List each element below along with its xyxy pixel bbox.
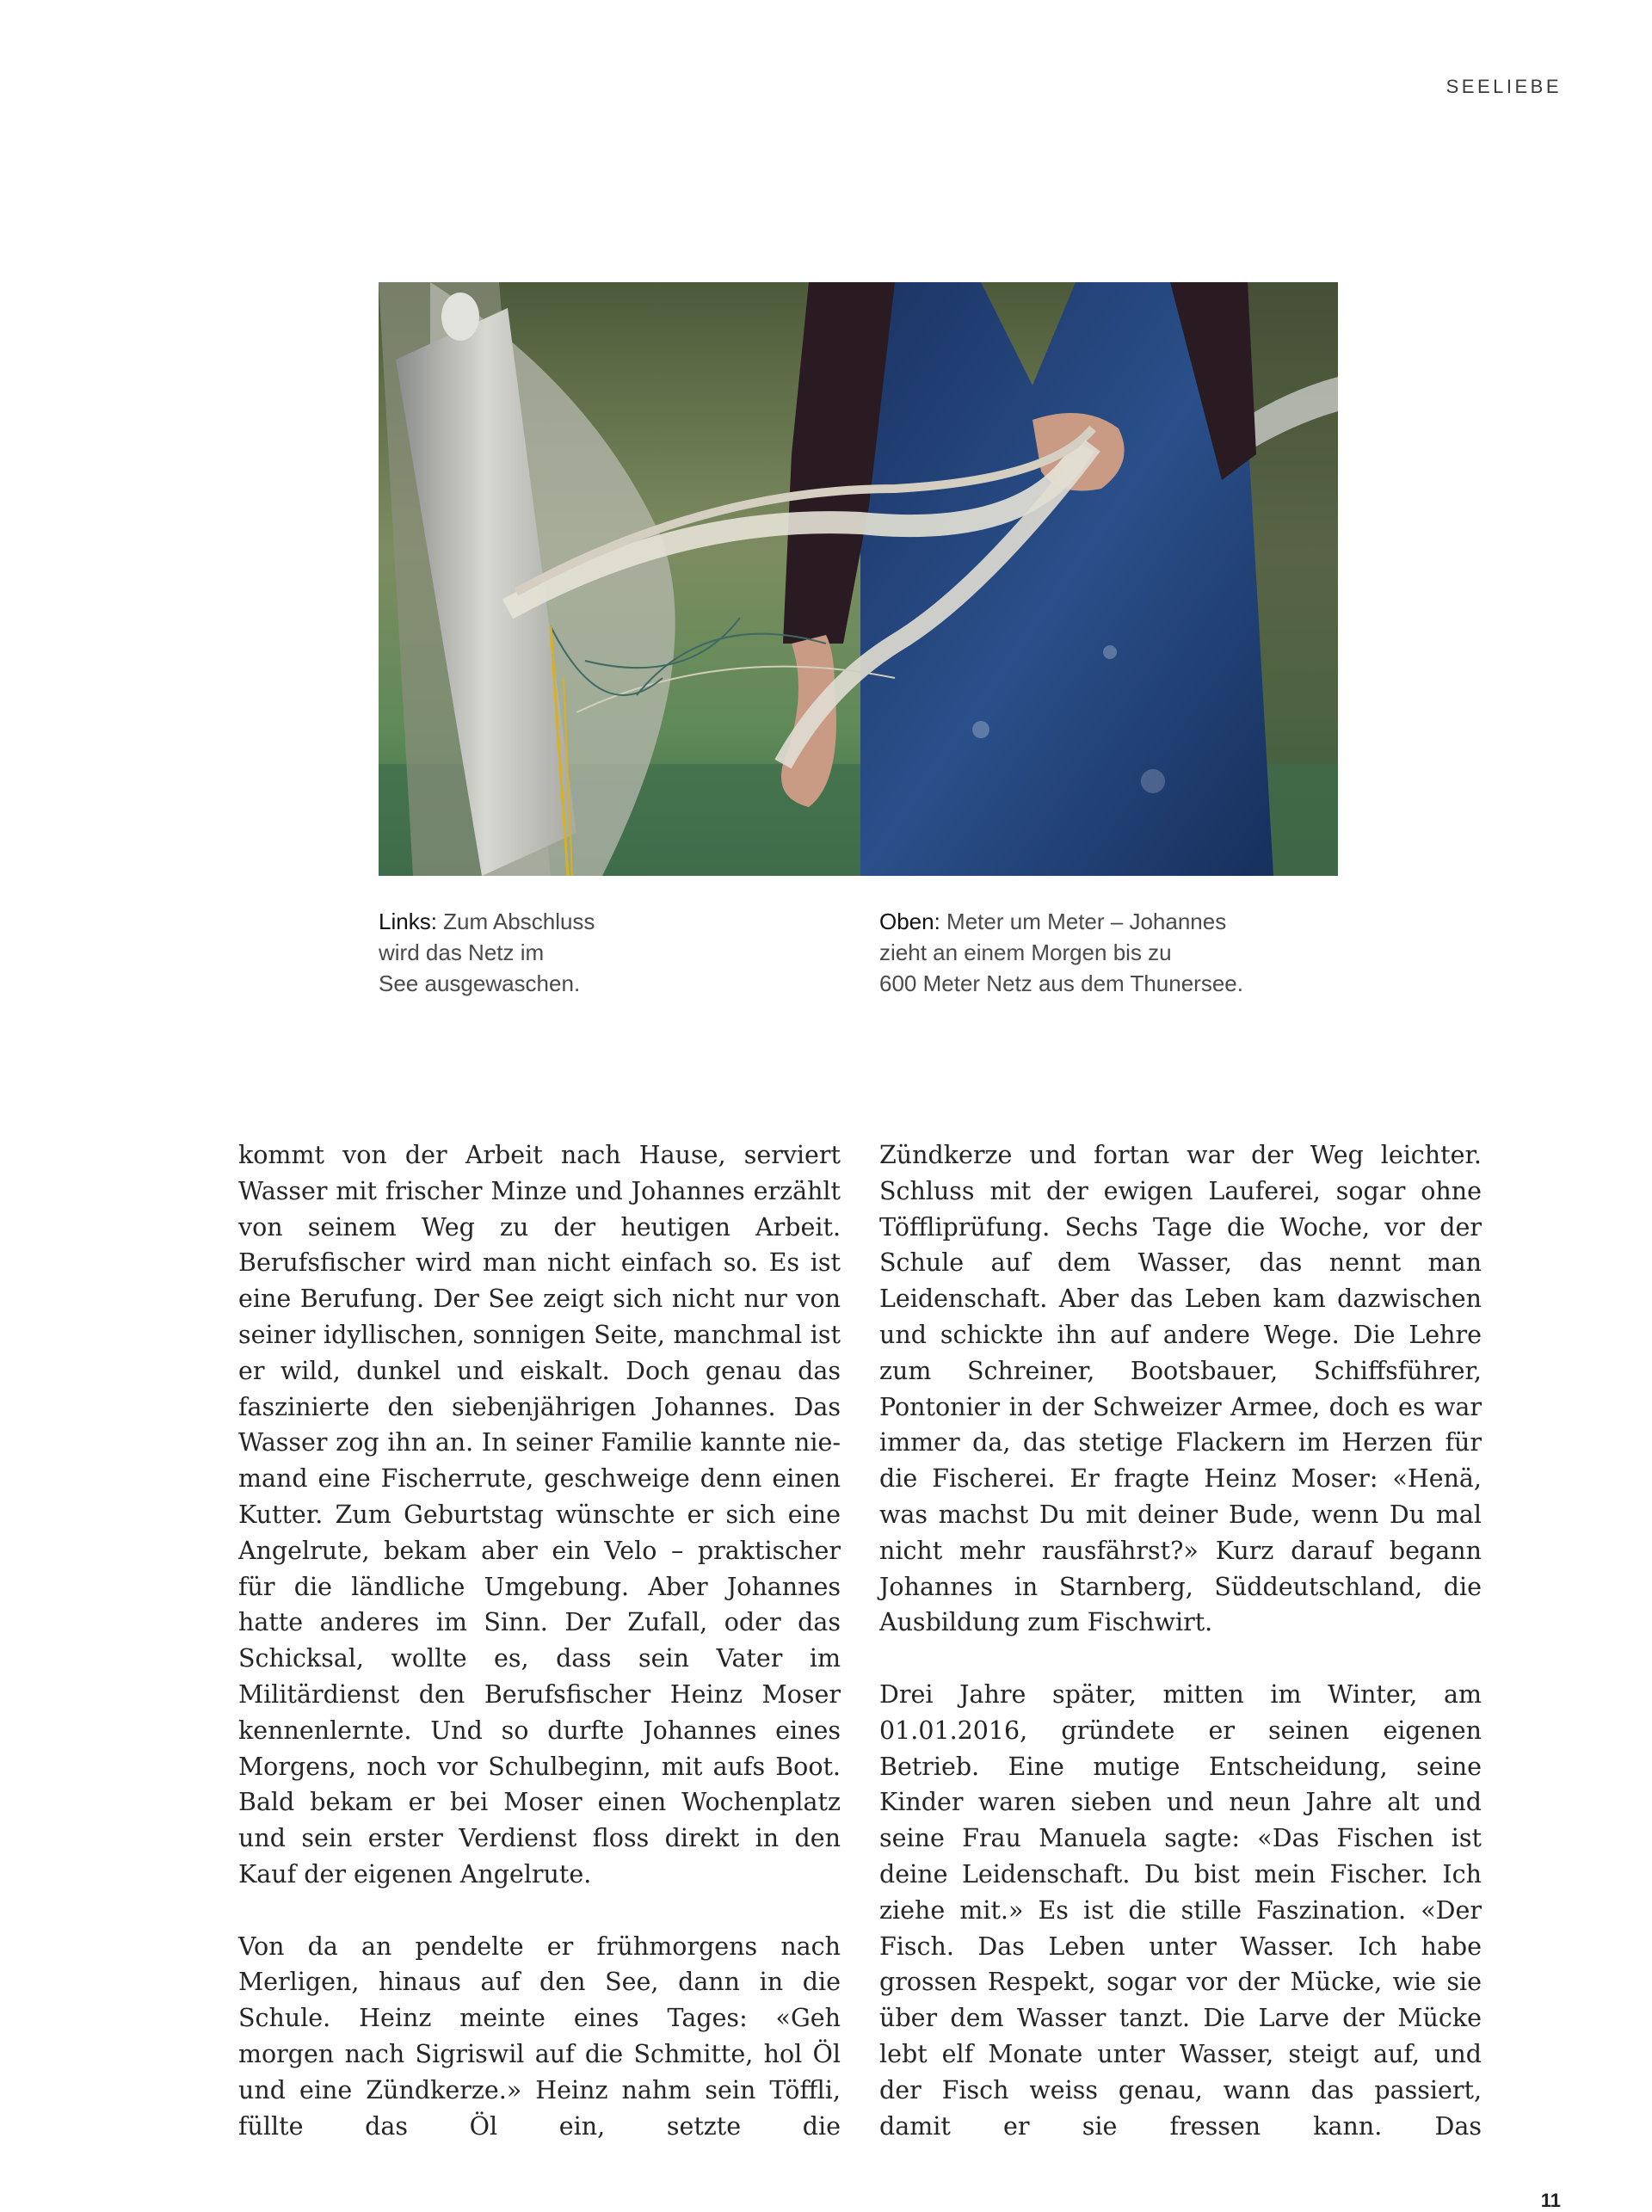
body-column-left: [238, 1137, 841, 2180]
page-number: 11: [1540, 2190, 1561, 2211]
paragraph: kommt von der Arbeit nach Hause, serviert Wasser mit frischer Minze und Johannes erzählt von seinem Weg zu der heutigen Arbeit. Berufsfischer wird man nicht einfach so. Es ist eine Berufung. Der See zeigt sich nicht nur von seiner idyllischen, sonnigen Seite, manchmal ist er wild, dunkel und eiskalt. Doch genau das faszinierte den siebenjährigen Johannes. Das Wasser zog ihn an. In seiner Familie kannte niemand eine Fischerrute, geschweige denn einen Kutter. Zum Geburtstag wünschte er sich eine Angelrute, bekam aber ein Velo – praktischer für die ländliche Umgebung. Aber Johannes hatte anderes im Sinn. Der Zufall, oder das Schicksal, wollte es, dass sein Vater im Militärdienst den Berufsfischer Heinz Moser kennenlernte. Und so durfte Johannes eines Morgens, noch vor Schulbeginn, mit aufs Boot. Bald bekam er bei Moser einen Wochenplatz und sein erster Verdienst floss direkt in den Kauf der eigenen Angelrute.: [238, 1141, 841, 1889]
section-label: SEELIEBE: [1446, 76, 1562, 97]
caption-right: [879, 906, 1327, 999]
caption-right-lead: Oben:: [879, 909, 940, 934]
caption-right-text: Meter um Meter – Johannes zieht an einem Morgen bis zu 600 Meter Netz aus dem Thunersee.: [879, 909, 1243, 996]
caption-left-text: Zum Abschluss wird das Netz im See ausgewaschen.: [379, 909, 595, 996]
body-column-right: [879, 1137, 1482, 2180]
caption-left-lead: Links:: [379, 909, 437, 934]
photo-fisherman-net: [379, 282, 1338, 876]
paragraph: Drei Jahre später, mitten im Winter, am 01.01.2016, gründete er seinen eigenen Betrieb. Eine mutige Entscheidung, seine Kinder waren sieben und neun Jahre alt und seine Frau Manuela sagte: «Das Fischen ist deine Leidenschaft. Du bist mein Fischer. Ich ziehe mit.» Es ist die stille Faszination. «Der Fisch. Das Leben unter Wasser. Ich habe grossen Respekt, sogar vor der Mücke, wie sie über dem Wasser tanzt. Die Larve der Mücke lebt elf Monate unter Wasser, steigt auf, und der Fisch weiss genau, wann das passiert, damit er sie fressen kann. Das: [879, 1679, 1482, 2141]
caption-left: [379, 906, 723, 999]
photo-illustration: [379, 282, 1338, 876]
paragraph: Von da an pendelte er frühmorgens nach Merligen, hinaus auf den See, dann in die Schule. Heinz meinte eines Tages: «Geh morgen nach Sigriswil auf die Schmitte, hol Öl und eine Zündkerze.» Heinz nahm sein Töffli, füllte das Öl ein, setzte die: [238, 1932, 841, 2141]
paragraph: Zündkerze und fortan war der Weg leichter. Schluss mit der ewigen Lauferei, sogar ohne Töffliprüfung. Sechs Tage die Woche, vor der Schule auf dem Wasser, das nennt man Leidenschaft. Aber das Leben kam dazwischen und schickte ihn auf andere Wege. Die Lehre zum Schreiner, Bootsbauer, Schiffsführer, Pontonier in der Schweizer Armee, doch es war immer da, das stetige Flackern im Herzen für die Fischerei. Er fragte Heinz Moser: «Henä, was machst Du mit deiner Bude, wenn Du mal nicht mehr rausfährst?» Kurz darauf begann Johannes in Starnberg, Süddeutschland, die Ausbildung zum Fischwirt.: [879, 1141, 1482, 1637]
